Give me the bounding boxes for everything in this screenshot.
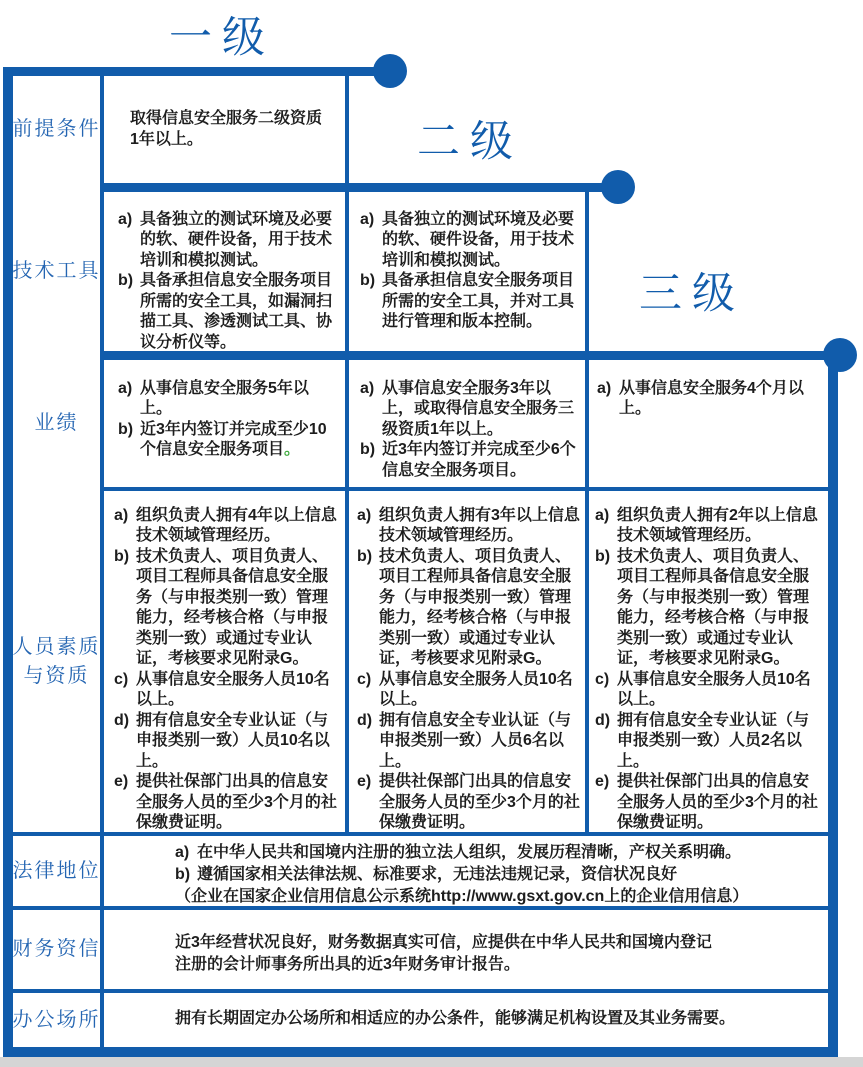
level2-node-circle	[601, 170, 635, 204]
row-label-personnel: 人员素质 与资质	[12, 635, 101, 687]
level1-node-circle	[373, 54, 407, 88]
legal-status-note: （企业在国家企业信用信息公示系统http://www.gsxt.gov.cn上的企业信用信息）	[175, 888, 749, 906]
cell-personnel-level1: a) 组织负责人拥有4年以上信息技术领域管理经历。 b) 技术负责人、项目负责人、项目工程师具备信息安全服务（与申报类别一致）管理能力，经考核合格（与申报类别一致）或通过专业认证，考核要求见附录G。 c) 从事信息安全服务人员10名以上。 d) 拥有信息安全专业认证（与申报类别一致）人员10名以上。 e) 提供社保部门出具的信息安全服务人员的至少3个月的社保缴费证明。	[114, 507, 337, 832]
cell-performance-level1: a) 从事信息安全服务5年以上。 b) 近3年内签订并完成至少10个信息安全服务项目。	[118, 380, 327, 459]
cell-prerequisite-level1: 取得信息安全服务二级资质1年以上。	[130, 110, 323, 149]
table-bottom-border	[3, 1047, 838, 1057]
row-label-office-space: 办公场所	[12, 1008, 101, 1031]
cell-performance-level2: a) 从事信息安全服务3年以上，或取得信息安全服务三级资质1年以上。 b) 近3年内签订并完成至少6个信息安全服务项目。	[360, 380, 576, 479]
cell-tools-level2: a) 具备独立的测试环境及必要的软、硬件设备，用于技术培训和模拟测试。 b) 具备承担信息安全服务项目所需的安全工具，并对工具进行管理和版本控制。	[360, 211, 575, 331]
level2-connector-bar	[104, 183, 618, 192]
level2-title: 二级	[417, 118, 523, 166]
column-divider-level1-level2	[345, 76, 349, 836]
cell-tools-level1: a) 具备独立的测试环境及必要的软、硬件设备，用于技术培训和模拟测试。 b) 具备承担信息安全服务项目所需的安全工具，如漏洞扫描工具、渗透测试工具、协议分析仪等。	[118, 211, 333, 351]
cell-legal-status: a) 在中华人民共和国境内注册的独立法人组织，发展历程清晰，产权关系明确。 b) 遵循国家相关法律法规、标准要求，无违法违规记录，资信状况良好 （企业在国家企业信用信息公示系统http://www.gsxt.gov.cn上的企业信用信息）	[175, 842, 820, 908]
level1-title: 一级	[169, 14, 275, 62]
level3-title: 三级	[639, 270, 745, 318]
label-column-divider	[100, 76, 104, 1047]
row-label-legal-status: 法律地位	[12, 859, 101, 882]
row-divider-performance-personnel	[104, 487, 828, 491]
row-label-performance: 业绩	[34, 412, 79, 434]
row-label-tools: 技术工具	[12, 260, 101, 282]
table-right-border	[828, 351, 838, 1057]
column-divider-level2-level3	[585, 192, 589, 836]
cell-personnel-level2: a) 组织负责人拥有3年以上信息技术领域管理经历。 b) 技术负责人、项目负责人、项目工程师具备信息安全服务（与申报类别一致）管理能力，经考核合格（与申报类别一致）或通过专业认证，考核要求见附录G。 c) 从事信息安全服务人员10名以上。 d) 拥有信息安全专业认证（与申报类别一致）人员6名以上。 e) 提供社保部门出具的信息安全服务人员的至少3个月的社保缴费证明。	[357, 507, 580, 832]
green-period: 。	[284, 441, 301, 459]
cell-performance-level3: a) 从事信息安全服务4个月以上。	[597, 380, 804, 418]
row-divider-finance-office	[3, 989, 828, 993]
cell-personnel-level3: a) 组织负责人拥有2年以上信息技术领域管理经历。 b) 技术负责人、项目负责人、项目工程师具备信息安全服务（与申报类别一致）管理能力，经考核合格（与申报类别一致）或通过专业认证，考核要求见附录G。 c) 从事信息安全服务人员10名以上。 d) 拥有信息安全专业认证（与申报类别一致）人员2名以上。 e) 提供社保部门出具的信息安全服务人员的至少3个月的社保缴费证明。	[595, 507, 818, 832]
cell-financial-credit: 近3年经营状况良好，财务数据真实可信，应提供在中华人民共和国境内登记注册的会计师事务所出具的近3年财务审计报告。	[175, 934, 712, 974]
row-label-financial-credit: 财务资信	[12, 938, 101, 960]
cell-office-space: 拥有长期固定办公场所和相适应的办公条件，能够满足机构设置及其业务需要。	[175, 1010, 736, 1027]
level1-connector-bar	[3, 67, 390, 76]
row-label-prerequisite: 前提条件	[12, 118, 101, 140]
page-bottom-edge	[0, 1057, 863, 1067]
